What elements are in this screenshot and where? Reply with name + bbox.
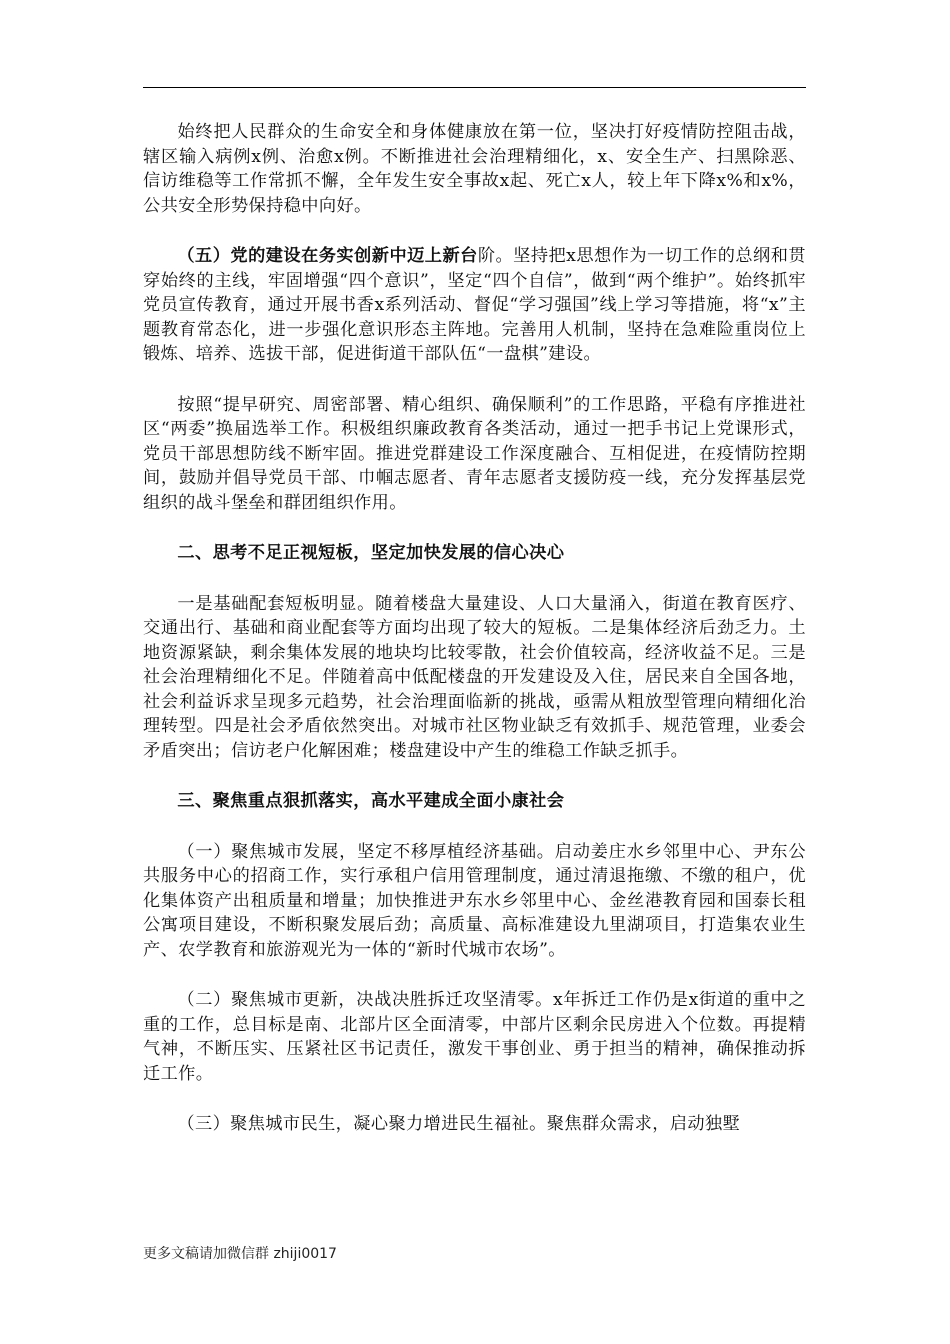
paragraph-urban-development: （一）聚焦城市发展，坚定不移厚植经济基础。启动姜庄水乡邻里中心、尹东公共服务中心的招商工作，实行承租户信用管理制度，通过清退拖缴、不缴的租户，优化集体资产出租质量和增量；加快推进尹东水乡邻里中心、金丝港教育园和国泰长租公寓项目建设，不断积聚发展后劲；高质量、高标准建设九里湖项目，打造集农业生产、农学教育和旅游观光为一体的“新时代城市农场”。 xyxy=(143,841,806,960)
document-body xyxy=(143,120,806,1163)
paragraph-shortcomings: 一是基础配套短板明显。随着楼盘大量建设、人口大量涌入，街道在教育医疗、交通出行、基础和商业配套等方面均出现了较大的短板。二是集体经济后劲乏力。土地资源紧缺，剩余集体发展的地块均比较零散，社会价值较高，经济收益不足。三是社会治理精细化不足。伴随着高中低配楼盘的开发建设及入住，居民来自全国各地，社会利益诉求呈现多元趋势，社会治理面临新的挑战，亟需从粗放型管理向精细化治理转型。四是社会矛盾依然突出。对城市社区物业缺乏有效抓手、规范管理，业委会矛盾突出；信访老户化解困难；楼盘建设中产生的维稳工作缺乏抓手。 xyxy=(143,593,806,761)
paragraph-livelihood: （三）聚焦城市民生，凝心聚力增进民生福祉。聚焦群众需求，启动独墅 xyxy=(177,1114,741,1134)
paragraph-election-work: 按照“提早研究、周密部署、精心组织、确保顺利”的工作思路，平稳有序推进社区“两委”换届选举工作。积极组织廉政教育各类活动，通过一把手书记上党课形式，党员干部思想防线不断牢固。推进党群建设工作深度融合、互相促进，在疫情防控期间，鼓励并倡导党员干部、巾帼志愿者、青年志愿者支援防疫一线，充分发挥基层党组织的战斗堡垒和群团组织作用。 xyxy=(143,394,806,513)
header-rule xyxy=(143,87,806,88)
paragraph-party-building xyxy=(143,244,806,367)
section-lead-5: （五）党的建设在务实创新中迈上新台 xyxy=(177,246,478,266)
section-heading-3: 三、聚焦重点狠抓落实，高水平建成全面小康社会 xyxy=(177,791,565,811)
paragraph-party-building-text: 阶。坚持把x思想作为一切工作的总纲和贯穿始终的主线，牢固增强“四个意识”，坚定“四个自信”，做到“两个维护”。始终抓牢党员宣传教育，通过开展书香x系列活动、督促“学习强国”线上学习等措施，将“x”主题教育常态化，进一步强化意识形态主阵地。完善用人机制，坚持在急难险重岗位上锻炼、培养、选拔干部，促进街道干部队伍“一盘棋”建设。 xyxy=(143,246,806,364)
footer-note: 更多文稿请加微信群 zhiji0017 xyxy=(143,1246,337,1262)
section-heading-2: 二、思考不足正视短板，坚定加快发展的信心决心 xyxy=(177,543,565,563)
paragraph-public-safety: 始终把人民群众的生命安全和身体健康放在第一位，坚决打好疫情防控阻击战，辖区输入病例x例、治愈x例。不断推进社会治理精细化，x、安全生产、扫黑除恶、信访维稳等工作常抓不懈，全年发生安全事故x起、死亡x人，较上年下降x%和x%，公共安全形势保持稳中向好。 xyxy=(143,122,806,216)
paragraph-urban-renewal: （二）聚焦城市更新，决战决胜拆迁攻坚清零。x年拆迁工作仍是x街道的重中之重的工作，总目标是南、北部片区全面清零，中部片区剩余民房进入个位数。再提精气神，不断压实、压紧社区书记责任，激发干事创业、勇于担当的精神，确保推动拆迁工作。 xyxy=(143,990,806,1084)
